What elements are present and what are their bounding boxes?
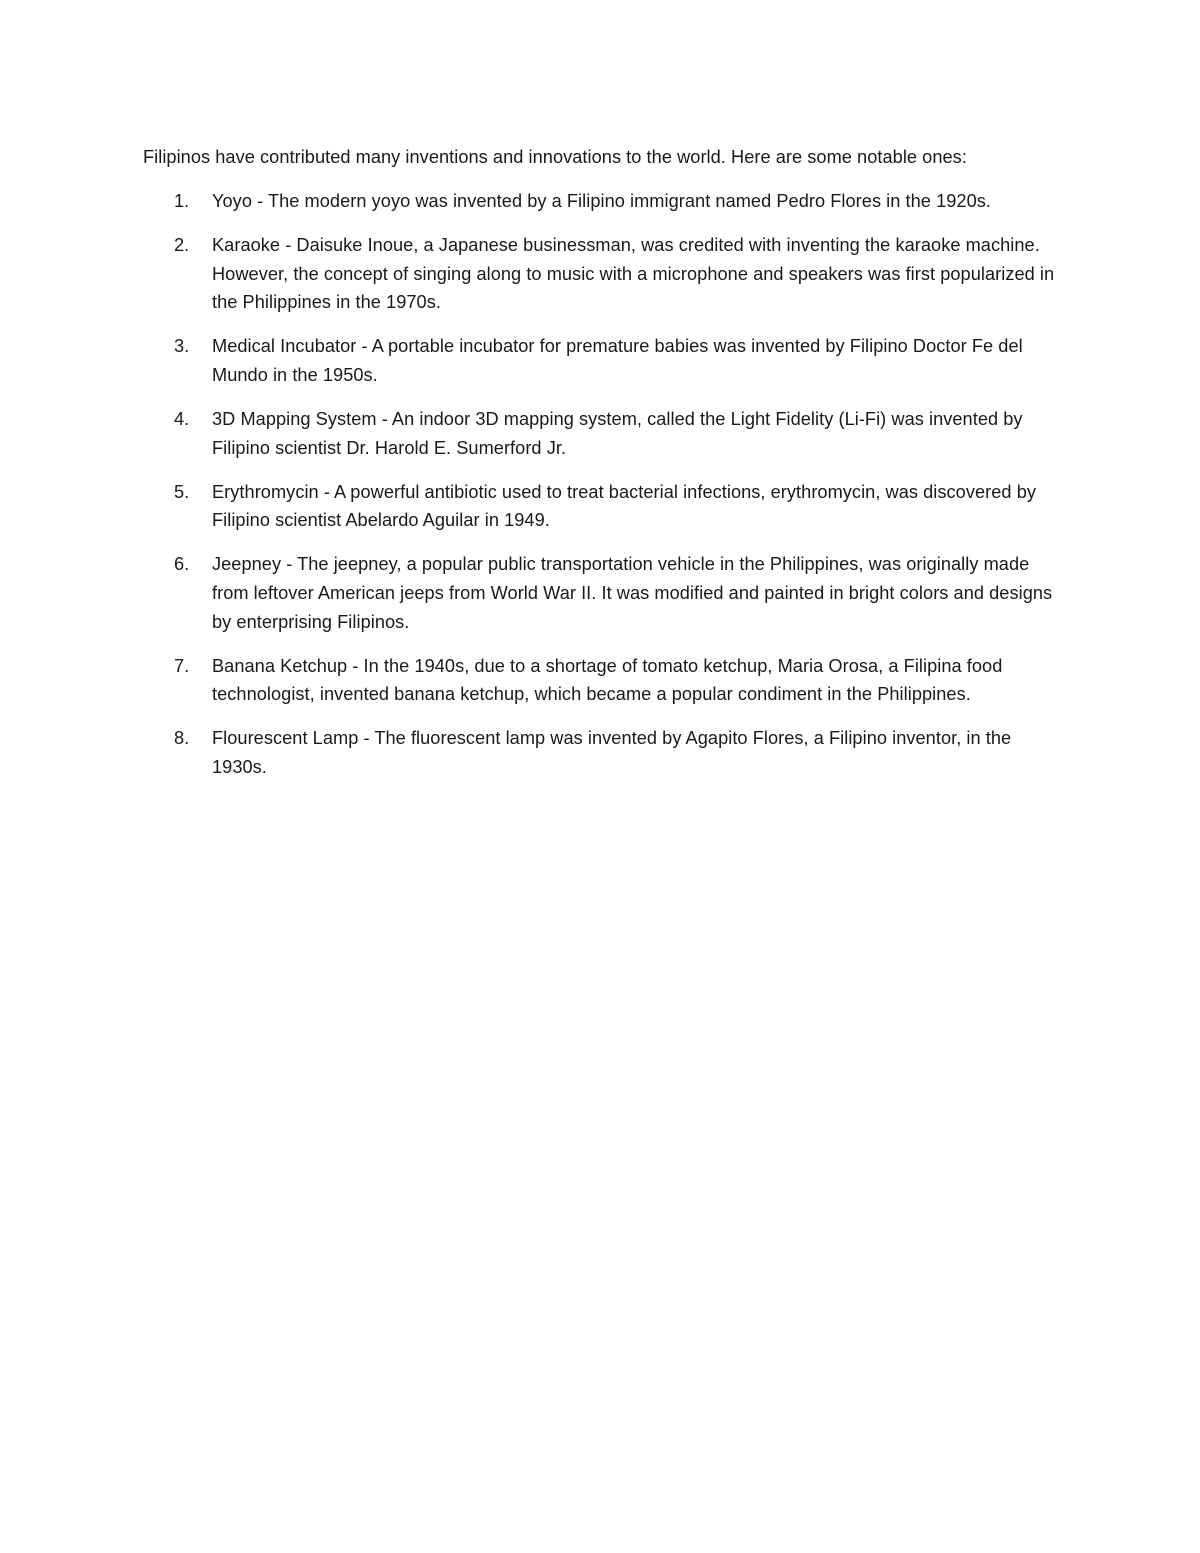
list-item-text: Karaoke - Daisuke Inoue, a Japanese businessman, was credited with inventing the karaoke machine. However, the concept of singing along to music with a microphone and speakers was first popularized in the Philippines in the 1970s.	[212, 235, 1055, 313]
list-item-text: Yoyo - The modern yoyo was invented by a Filipino immigrant named Pedro Flores in the 1920s.	[212, 191, 991, 211]
list-item	[0, 724, 1200, 781]
list-item-text: Medical Incubator - A portable incubator for premature babies was invented by Filipino Doctor Fe del Mundo in the 1950s.	[212, 336, 1023, 385]
list-item	[0, 332, 1200, 389]
list-item-number: 7.	[174, 655, 190, 676]
list-item	[0, 550, 1200, 636]
list-item	[0, 231, 1200, 317]
list-item	[0, 478, 1200, 535]
list-item	[0, 187, 1200, 216]
list-item	[0, 405, 1200, 462]
list-item-text: Jeepney - The jeepney, a popular public transportation vehicle in the Philippines, was originally made from leftover American jeeps from World War II. It was modified and painted in bright colors and designs by enterprising Filipinos.	[212, 554, 1053, 632]
list-item-text: Banana Ketchup - In the 1940s, due to a shortage of tomato ketchup, Maria Orosa, a Filipina food technologist, invented banana ketchup, which became a popular condiment in the Philippines.	[212, 655, 1003, 705]
list-item-number: 6.	[174, 554, 190, 575]
list-item	[0, 652, 1200, 709]
list-item-number: 4.	[174, 409, 190, 430]
list-item-number: 1.	[174, 191, 190, 211]
list-item-number: 5.	[174, 481, 190, 502]
list-item-text: 3D Mapping System - An indoor 3D mapping system, called the Light Fidelity (Li-Fi) was invented by Filipino scientist Dr. Harold E. Sumerford Jr.	[212, 409, 1023, 458]
list-item-text: Flourescent Lamp - The fluorescent lamp was invented by Agapito Flores, a Filipino inventor, in the 1930s.	[212, 728, 1012, 777]
list-item-number: 8.	[174, 728, 190, 749]
list-item-number: 2.	[174, 235, 190, 256]
intro-paragraph: Filipinos have contributed many inventions and innovations to the world. Here are some notable ones:	[143, 147, 967, 167]
inventions-list	[0, 187, 1200, 797]
list-item-number: 3.	[174, 336, 190, 357]
list-item-text: Erythromycin - A powerful antibiotic used to treat bacterial infections, erythromycin, was discovered by Filipino scientist Abelardo Aguilar in 1949.	[212, 481, 1036, 531]
